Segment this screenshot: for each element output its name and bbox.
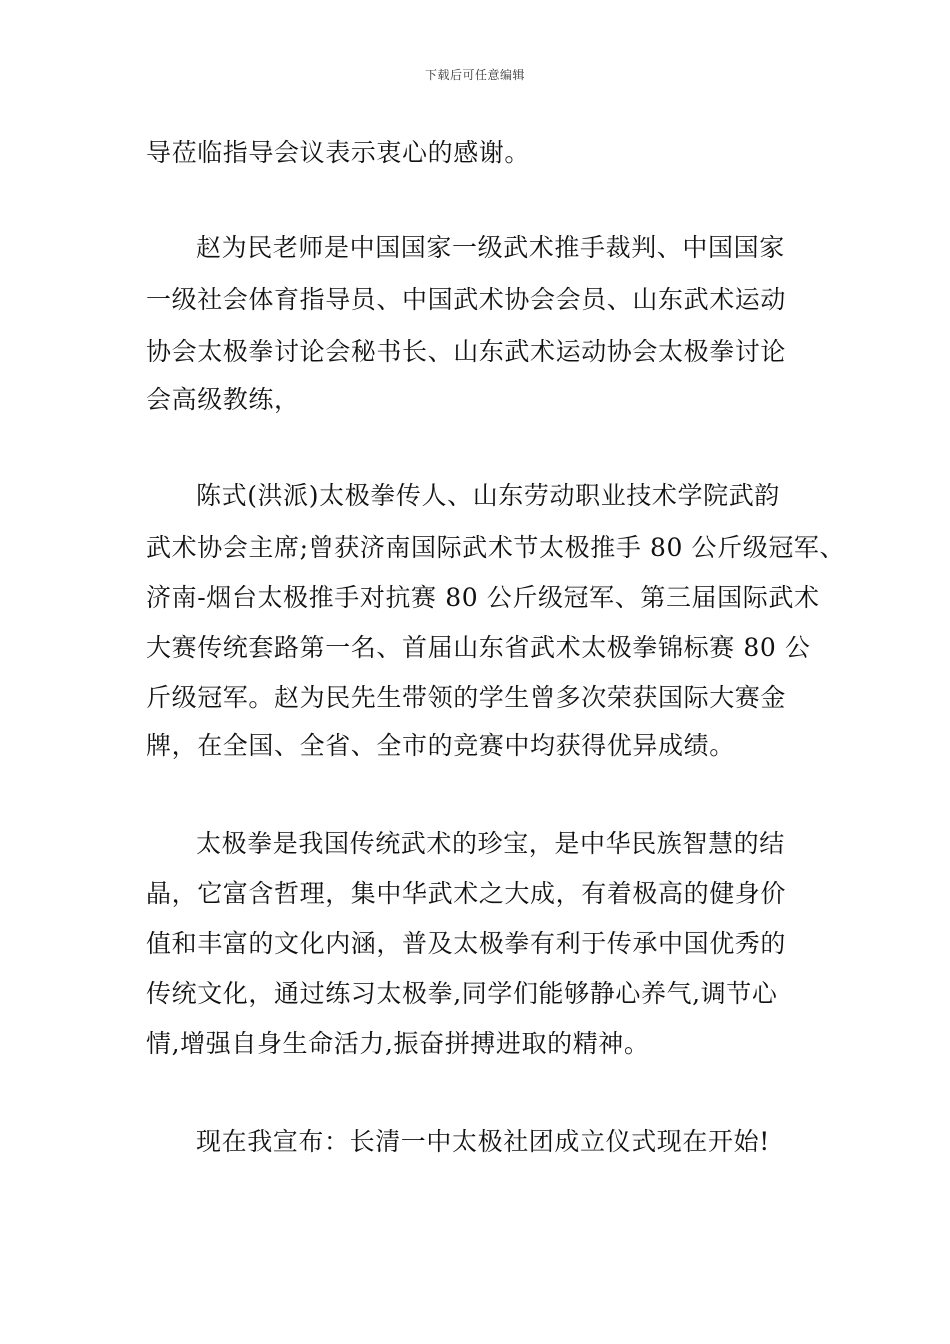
- paragraph-4-line-1: 太极拳是我国传统武术的珍宝，是中华民族智慧的结: [196, 829, 785, 858]
- paragraph-3-line-1: 陈式(洪派)太极拳传人、山东劳动职业技术学院武韵: [196, 481, 780, 510]
- paragraph-4-line-4: 传统文化，通过练习太极拳,同学们能够静心养气,调节心: [146, 979, 778, 1008]
- paragraph-4-line-5: 情,增强自身生命活力,振奋拼搏进取的精神。: [146, 1029, 650, 1058]
- paragraph-3-line-4: 大赛传统套路第一名、首届山东省武术太极拳锦标赛 80 公: [146, 633, 811, 662]
- paragraph-4-line-3: 值和丰富的文化内涵，普及太极拳有利于传承中国优秀的: [146, 929, 787, 958]
- paragraph-1-line-1: 导莅临指导会议表示衷心的感谢。: [146, 138, 531, 167]
- paragraph-4-line-2: 晶，它富含哲理，集中华武术之大成，有着极高的健身价: [146, 879, 787, 908]
- paragraph-3-line-2: 武术协会主席;曾获济南国际武术节太极推手 80 公斤级冠军、: [146, 533, 846, 562]
- paragraph-2-line-3: 协会太极拳讨论会秘书长、山东武术运动协会太极拳讨论: [146, 337, 787, 366]
- paragraph-3-line-6: 牌，在全国、全省、全市的竞赛中均获得优异成绩。: [146, 731, 735, 760]
- paragraph-3-line-3: 济南-烟台太极推手对抗赛 80 公斤级冠军、第三届国际武术: [146, 583, 820, 612]
- paragraph-5-line-1: 现在我宣布：长清一中太极社团成立仪式现在开始!: [196, 1127, 770, 1156]
- paragraph-3-line-5: 斤级冠军。赵为民先生带领的学生曾多次荣获国际大赛金: [146, 683, 787, 712]
- page-header: 下载后可任意编辑: [424, 68, 525, 82]
- paragraph-2-line-2: 一级社会体育指导员、中国武术协会会员、山东武术运动: [146, 285, 787, 314]
- paragraph-2-line-4: 会高级教练，: [146, 385, 300, 414]
- paragraph-2-line-1: 赵为民老师是中国国家一级武术推手裁判、中国国家: [196, 233, 785, 262]
